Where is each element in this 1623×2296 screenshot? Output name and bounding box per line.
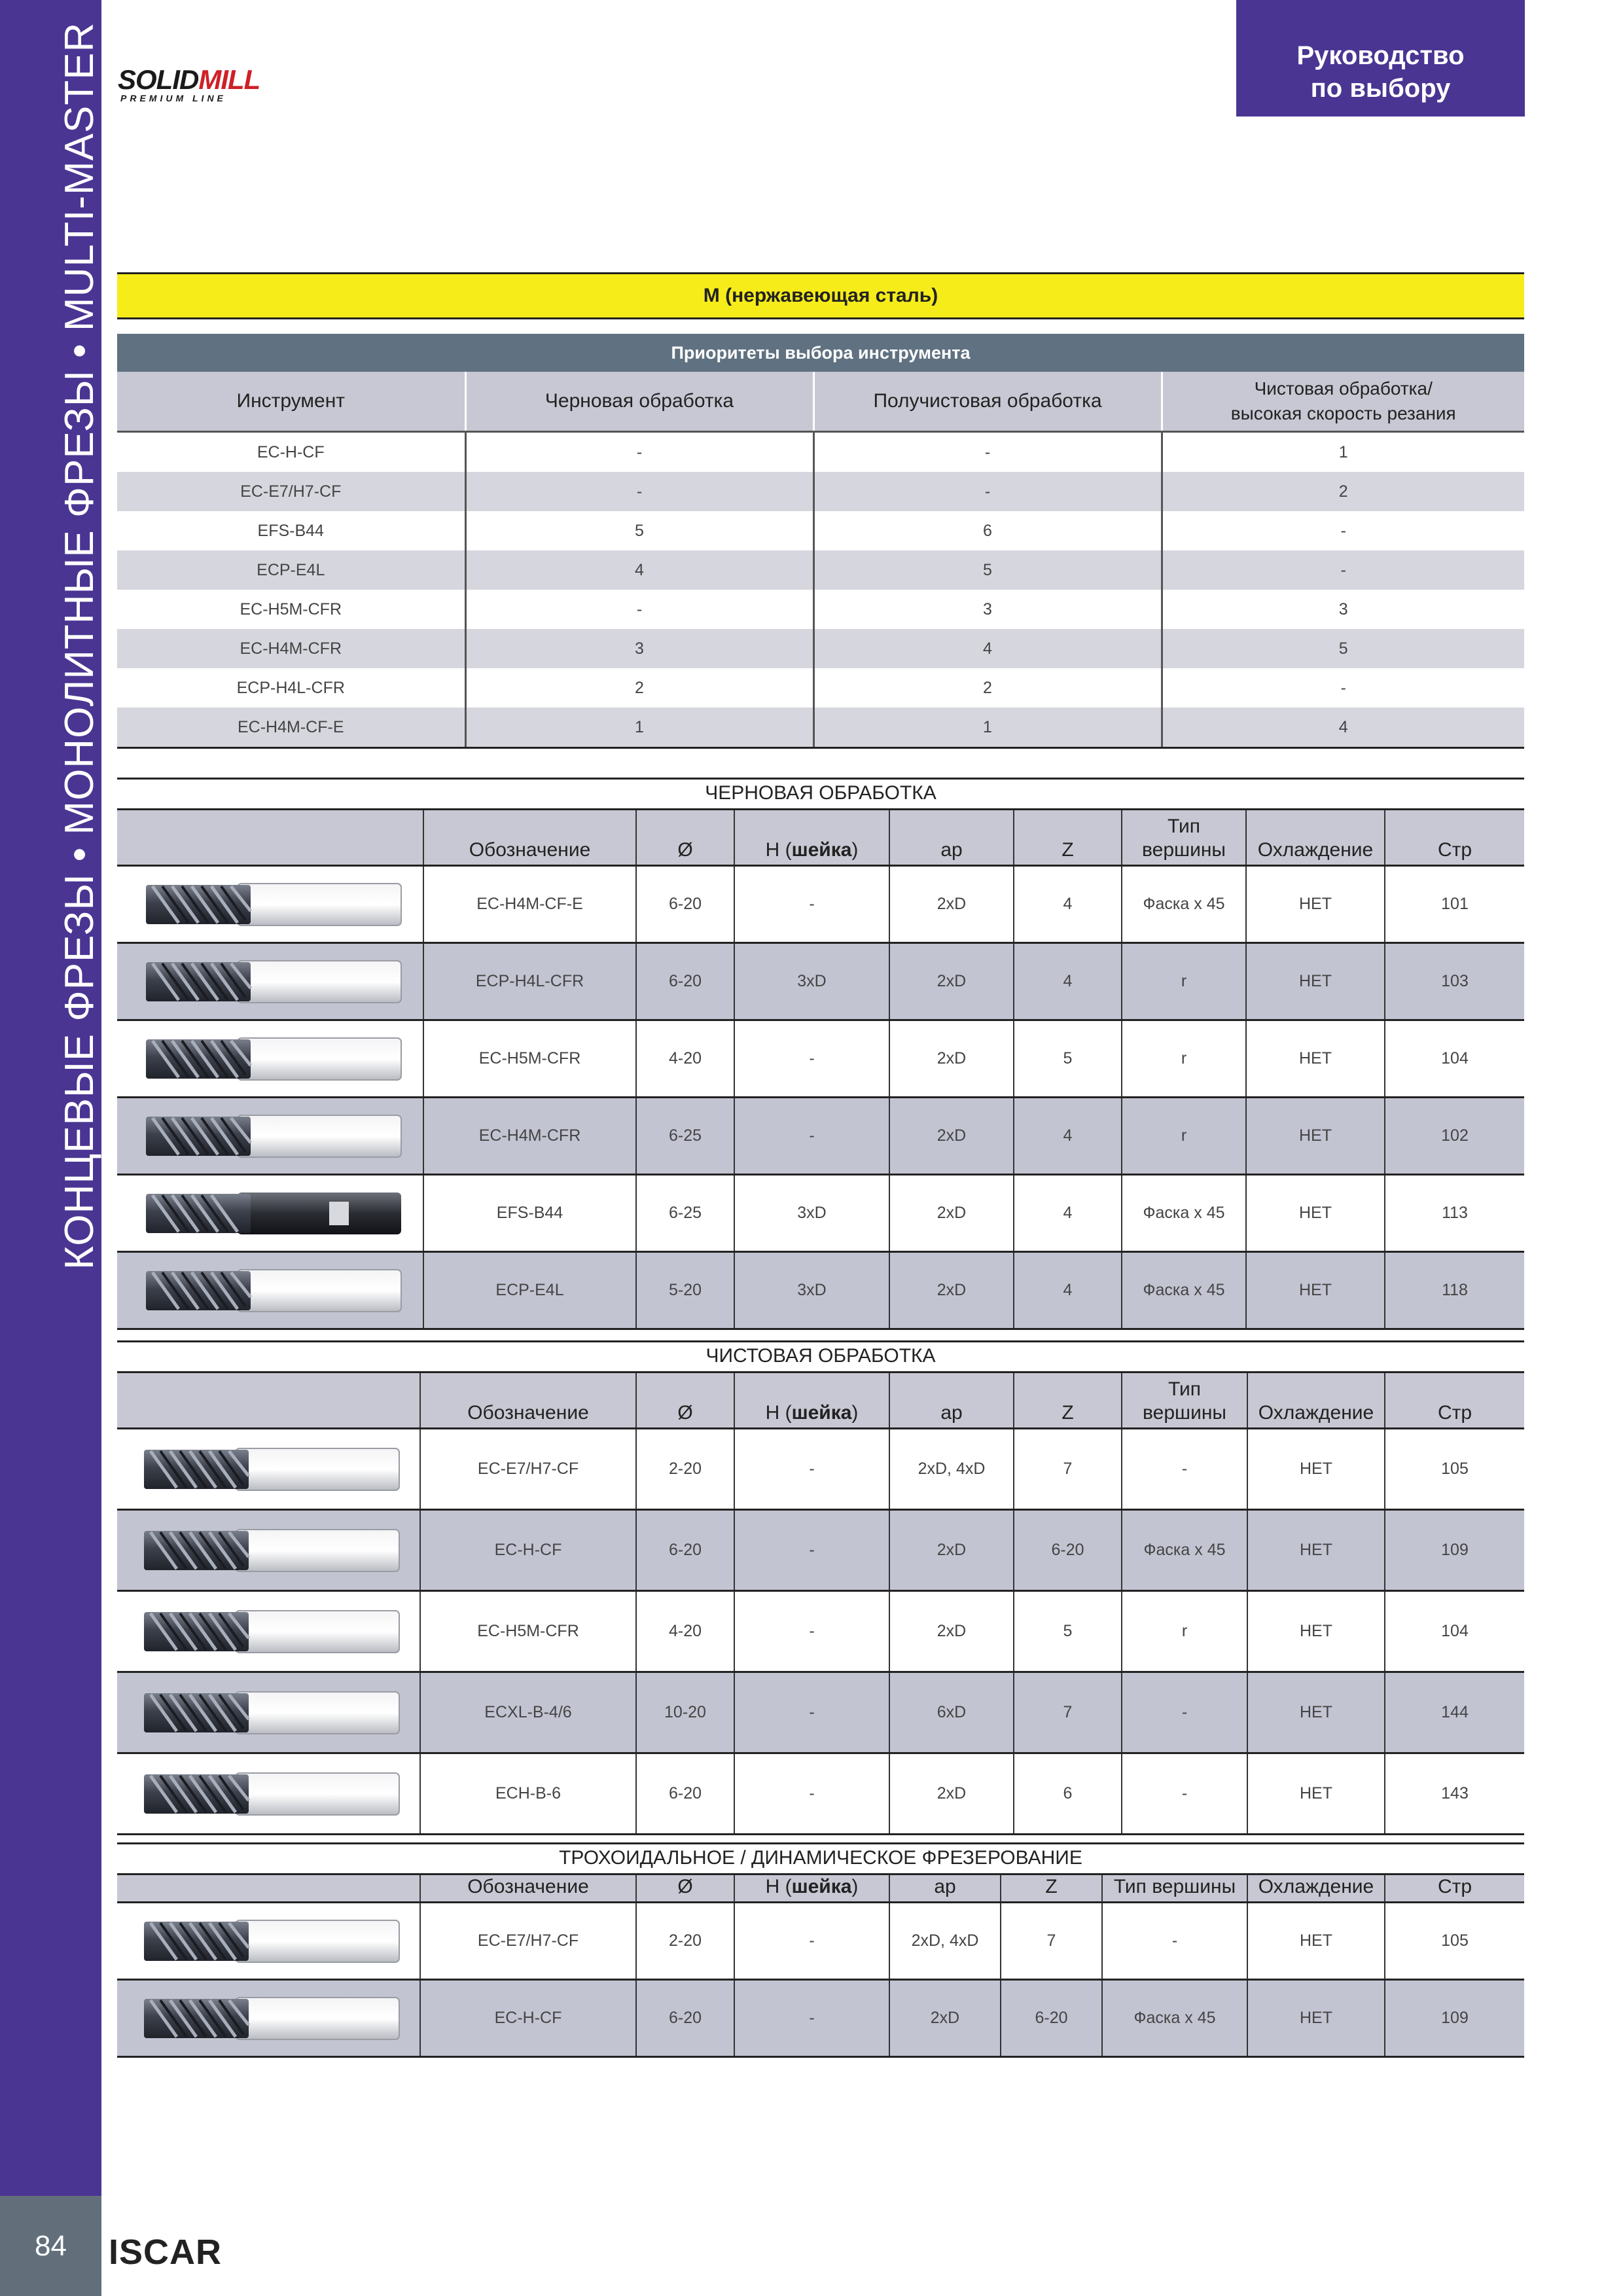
cell-tip: Фаска x 45 bbox=[1122, 1175, 1246, 1252]
cell-designation: ECH-B-6 bbox=[420, 1753, 636, 1835]
h-suffix: ) bbox=[851, 1402, 859, 1424]
prio-finish: - bbox=[1162, 511, 1524, 550]
logo-mill: MILL bbox=[198, 64, 260, 95]
prio-finish: 3 bbox=[1162, 590, 1524, 629]
cell-tip: - bbox=[1122, 1429, 1247, 1510]
h-bold: шейка bbox=[791, 1876, 852, 1897]
cell-tip: r bbox=[1122, 1098, 1246, 1175]
cell-tip: Фаска x 45 bbox=[1122, 1252, 1246, 1329]
prio-tool: EC-H5M-CFR bbox=[117, 590, 465, 629]
cell-designation: EC-H-CF bbox=[420, 1980, 636, 2057]
end-mill-icon bbox=[131, 1687, 406, 1739]
cell-page: 118 bbox=[1385, 1252, 1524, 1329]
cell-z: 7 bbox=[1001, 1903, 1102, 1980]
rough-col-page: Стр bbox=[1385, 810, 1524, 866]
cell-ap: 2xD bbox=[889, 1753, 1014, 1835]
prio-col-finish-l2: высокая скорость резания bbox=[1230, 403, 1456, 423]
cell-ap: 2xD bbox=[889, 1175, 1014, 1252]
table-row bbox=[117, 432, 1524, 473]
cell-z: 5 bbox=[1014, 1020, 1122, 1098]
cell-dia: 6-20 bbox=[636, 1510, 734, 1591]
fin-col-image bbox=[117, 1372, 420, 1429]
prio-semi: 4 bbox=[813, 629, 1162, 668]
tro-col-page: Стр bbox=[1385, 1874, 1524, 1903]
cell-z: 4 bbox=[1014, 866, 1122, 943]
cell-z: 4 bbox=[1014, 1098, 1122, 1175]
table-row bbox=[117, 1098, 1524, 1175]
prio-semi: - bbox=[813, 432, 1162, 473]
rough-col-z: Z bbox=[1014, 810, 1122, 866]
tip-l2: вершины bbox=[1142, 839, 1226, 861]
h-bold: шейка bbox=[791, 1402, 852, 1424]
prio-rough: - bbox=[465, 590, 813, 629]
table-row bbox=[117, 1510, 1524, 1591]
cell-dia: 2-20 bbox=[636, 1429, 734, 1510]
fin-col-page: Стр bbox=[1385, 1372, 1524, 1429]
prio-finish: - bbox=[1162, 550, 1524, 590]
fin-col-ap: ap bbox=[889, 1372, 1014, 1429]
cell-cool: НЕТ bbox=[1247, 1903, 1385, 1980]
table-row bbox=[117, 1175, 1524, 1252]
fin-col-dia: Ø bbox=[636, 1372, 734, 1429]
cell-dia: 5-20 bbox=[636, 1252, 734, 1329]
cell-z: 6 bbox=[1014, 1753, 1122, 1835]
fin-col-cool: Охлаждение bbox=[1247, 1372, 1385, 1429]
cell-tip: - bbox=[1122, 1672, 1247, 1753]
cell-ap: 2xD, 4xD bbox=[889, 1429, 1014, 1510]
cell-h: - bbox=[734, 1591, 889, 1672]
solidmill-logo bbox=[118, 65, 288, 111]
rough-col-dia: Ø bbox=[636, 810, 734, 866]
prio-semi: - bbox=[813, 472, 1162, 511]
h-bold: шейка bbox=[791, 839, 852, 861]
cell-page: 105 bbox=[1385, 1903, 1524, 1980]
trochoidal-title: ТРОХОИДАЛЬНОЕ / ДИНАМИЧЕСКОЕ ФРЕЗЕРОВАНИЕ bbox=[117, 1842, 1524, 1869]
cell-page: 143 bbox=[1385, 1753, 1524, 1835]
cell-ap: 2xD bbox=[889, 1098, 1014, 1175]
cell-cool: НЕТ bbox=[1246, 1020, 1385, 1098]
end-mill-icon bbox=[131, 1992, 406, 2045]
cell-h: - bbox=[734, 1429, 889, 1510]
cell-cool: НЕТ bbox=[1247, 1510, 1385, 1591]
logo-sub: PREMIUM LINE bbox=[120, 93, 226, 103]
cell-cool: НЕТ bbox=[1246, 1252, 1385, 1329]
cell-dia: 6-20 bbox=[636, 866, 734, 943]
table-row bbox=[117, 550, 1524, 590]
cell-designation: ECP-H4L-CFR bbox=[423, 943, 636, 1020]
cell-cool: НЕТ bbox=[1247, 1429, 1385, 1510]
tro-col-designation: Обозначение bbox=[420, 1874, 636, 1903]
cell-tip: Фаска x 45 bbox=[1102, 1980, 1247, 2057]
prio-col-finish bbox=[1162, 372, 1524, 432]
cell-page: 113 bbox=[1385, 1175, 1524, 1252]
prio-col-semi: Получистовая обработка bbox=[813, 372, 1162, 432]
logo-solid: SOLID bbox=[118, 64, 199, 95]
prio-rough: 2 bbox=[465, 668, 813, 708]
tip-l1: Тип bbox=[1168, 1378, 1201, 1400]
cell-z: 4 bbox=[1014, 1175, 1122, 1252]
end-mill-icon bbox=[133, 878, 408, 931]
cell-cool: НЕТ bbox=[1246, 866, 1385, 943]
cell-dia: 4-20 bbox=[636, 1020, 734, 1098]
end-mill-icon bbox=[133, 1187, 408, 1240]
selection-guide-label bbox=[1236, 0, 1525, 117]
end-mill-icon bbox=[131, 1605, 406, 1658]
cell-page: 104 bbox=[1385, 1020, 1524, 1098]
roughing-table bbox=[117, 808, 1524, 1330]
end-mill-icon bbox=[133, 1265, 408, 1317]
cell-cool: НЕТ bbox=[1247, 1672, 1385, 1753]
prio-tool: EC-H-CF bbox=[117, 432, 465, 473]
cell-h: - bbox=[734, 1672, 889, 1753]
roughing-title: ЧЕРНОВАЯ ОБРАБОТКА bbox=[117, 778, 1524, 804]
cell-h: - bbox=[734, 1980, 889, 2057]
table-row bbox=[117, 1753, 1524, 1835]
cell-designation: EC-H5M-CFR bbox=[420, 1591, 636, 1672]
prio-tool: ECP-H4L-CFR bbox=[117, 668, 465, 708]
cell-z: 7 bbox=[1014, 1672, 1122, 1753]
cell-dia: 6-25 bbox=[636, 1175, 734, 1252]
priority-band: Приоритеты выбора инструмента bbox=[117, 334, 1524, 372]
h-prefix: H ( bbox=[765, 839, 792, 861]
cell-page: 101 bbox=[1385, 866, 1524, 943]
tool-image bbox=[117, 866, 423, 943]
fin-col-designation: Обозначение bbox=[420, 1372, 636, 1429]
prio-finish: 1 bbox=[1162, 432, 1524, 473]
tro-col-h bbox=[734, 1874, 889, 1903]
prio-col-rough: Черновая обработка bbox=[465, 372, 813, 432]
cell-ap: 2xD bbox=[889, 1591, 1014, 1672]
cell-page: 109 bbox=[1385, 1980, 1524, 2057]
cell-ap: 2xD bbox=[889, 1020, 1014, 1098]
end-mill-icon bbox=[131, 1915, 406, 1967]
tro-col-dia: Ø bbox=[636, 1874, 734, 1903]
cell-page: 104 bbox=[1385, 1591, 1524, 1672]
prio-tool: ECP-E4L bbox=[117, 550, 465, 590]
end-mill-icon bbox=[131, 1443, 406, 1496]
tool-image bbox=[117, 1175, 423, 1252]
tool-image bbox=[117, 1903, 420, 1980]
table-row bbox=[117, 668, 1524, 708]
prio-rough: 1 bbox=[465, 708, 813, 748]
rough-col-h bbox=[734, 810, 889, 866]
cell-tip: - bbox=[1122, 1753, 1247, 1835]
rough-col-image bbox=[117, 810, 423, 866]
prio-finish: 2 bbox=[1162, 472, 1524, 511]
table-row bbox=[117, 472, 1524, 511]
table-row bbox=[117, 866, 1524, 943]
cell-z: 6-20 bbox=[1014, 1510, 1122, 1591]
tool-image bbox=[117, 1672, 420, 1753]
cell-h: - bbox=[734, 1903, 889, 1980]
rough-col-tip bbox=[1122, 810, 1246, 866]
cell-page: 144 bbox=[1385, 1672, 1524, 1753]
tro-col-z: Z bbox=[1001, 1874, 1102, 1903]
cell-page: 105 bbox=[1385, 1429, 1524, 1510]
tool-image bbox=[117, 943, 423, 1020]
guide-line-1: Руководство bbox=[1296, 41, 1465, 70]
cell-dia: 6-25 bbox=[636, 1098, 734, 1175]
cell-z: 5 bbox=[1014, 1591, 1122, 1672]
table-row bbox=[117, 1591, 1524, 1672]
cell-dia: 6-20 bbox=[636, 1753, 734, 1835]
end-mill-icon bbox=[131, 1524, 406, 1577]
table-row bbox=[117, 511, 1524, 550]
prio-tool: EC-H4M-CFR bbox=[117, 629, 465, 668]
prio-rough: 3 bbox=[465, 629, 813, 668]
cell-designation: EC-H5M-CFR bbox=[423, 1020, 636, 1098]
cell-page: 103 bbox=[1385, 943, 1524, 1020]
cell-h: - bbox=[734, 1510, 889, 1591]
table-row bbox=[117, 943, 1524, 1020]
table-row bbox=[117, 1429, 1524, 1510]
cell-tip: r bbox=[1122, 1591, 1247, 1672]
finishing-title: ЧИСТОВАЯ ОБРАБОТКА bbox=[117, 1340, 1524, 1367]
cell-h: - bbox=[734, 1098, 889, 1175]
cell-dia: 4-20 bbox=[636, 1591, 734, 1672]
cell-dia: 6-20 bbox=[636, 943, 734, 1020]
rough-col-ap: ap bbox=[889, 810, 1014, 866]
prio-semi: 2 bbox=[813, 668, 1162, 708]
page-number: 84 bbox=[0, 2196, 101, 2296]
cell-ap: 2xD bbox=[889, 1510, 1014, 1591]
prio-rough: - bbox=[465, 432, 813, 473]
cell-cool: НЕТ bbox=[1246, 1175, 1385, 1252]
h-suffix: ) bbox=[851, 839, 859, 861]
table-row bbox=[117, 1252, 1524, 1329]
h-prefix: H ( bbox=[765, 1402, 792, 1424]
tro-col-ap: ap bbox=[889, 1874, 1001, 1903]
tip-l1: Тип bbox=[1167, 816, 1200, 837]
cell-ap: 2xD bbox=[889, 1252, 1014, 1329]
tool-image bbox=[117, 1591, 420, 1672]
cell-designation: ECXL-B-4/6 bbox=[420, 1672, 636, 1753]
end-mill-icon bbox=[131, 1768, 406, 1820]
tip-l2: вершины bbox=[1143, 1402, 1226, 1424]
trochoidal-table bbox=[117, 1873, 1524, 2058]
end-mill-icon bbox=[133, 1110, 408, 1162]
sidebar-band bbox=[0, 0, 101, 2196]
cell-cool: НЕТ bbox=[1247, 1591, 1385, 1672]
tool-image bbox=[117, 1020, 423, 1098]
cell-h: 3xD bbox=[734, 943, 889, 1020]
cell-designation: EC-H-CF bbox=[420, 1510, 636, 1591]
cell-cool: НЕТ bbox=[1247, 1980, 1385, 2057]
cell-z: 4 bbox=[1014, 1252, 1122, 1329]
cell-z: 7 bbox=[1014, 1429, 1122, 1510]
rough-col-cool: Охлаждение bbox=[1246, 810, 1385, 866]
fin-col-h bbox=[734, 1372, 889, 1429]
table-row bbox=[117, 1980, 1524, 2057]
h-suffix: ) bbox=[851, 1876, 859, 1897]
cell-page: 102 bbox=[1385, 1098, 1524, 1175]
end-mill-icon bbox=[133, 956, 408, 1008]
tool-image bbox=[117, 1429, 420, 1510]
tool-image bbox=[117, 1753, 420, 1835]
h-prefix: H ( bbox=[765, 1876, 792, 1897]
prio-finish: 5 bbox=[1162, 629, 1524, 668]
tool-image bbox=[117, 1980, 420, 2057]
priority-table bbox=[117, 334, 1524, 749]
cell-ap: 2xD bbox=[889, 943, 1014, 1020]
cell-z: 4 bbox=[1014, 943, 1122, 1020]
guide-line-2: по выбору bbox=[1310, 74, 1451, 103]
table-row bbox=[117, 1672, 1524, 1753]
prio-finish: 4 bbox=[1162, 708, 1524, 748]
prio-finish: - bbox=[1162, 668, 1524, 708]
cell-h: - bbox=[734, 1020, 889, 1098]
brand-name: ISCAR bbox=[109, 2233, 223, 2272]
tro-col-image bbox=[117, 1874, 420, 1903]
cell-cool: НЕТ bbox=[1246, 1098, 1385, 1175]
tro-col-tip: Тип вершины bbox=[1102, 1874, 1247, 1903]
cell-designation: EC-E7/H7-CF bbox=[420, 1903, 636, 1980]
prio-tool: EFS-B44 bbox=[117, 511, 465, 550]
prio-semi: 6 bbox=[813, 511, 1162, 550]
cell-h: 3xD bbox=[734, 1252, 889, 1329]
material-band: M (нержавеющая сталь) bbox=[117, 272, 1524, 319]
table-row bbox=[117, 708, 1524, 748]
cell-ap: 2xD, 4xD bbox=[889, 1903, 1001, 1980]
prio-tool: EC-H4M-CF-E bbox=[117, 708, 465, 748]
cell-dia: 2-20 bbox=[636, 1903, 734, 1980]
cell-h: - bbox=[734, 1753, 889, 1835]
cell-designation: EC-E7/H7-CF bbox=[420, 1429, 636, 1510]
cell-designation: ECP-E4L bbox=[423, 1252, 636, 1329]
tool-image bbox=[117, 1098, 423, 1175]
prio-semi: 5 bbox=[813, 550, 1162, 590]
cell-h: - bbox=[734, 866, 889, 943]
end-mill-icon bbox=[133, 1033, 408, 1085]
cell-dia: 10-20 bbox=[636, 1672, 734, 1753]
prio-col-tool: Инструмент bbox=[117, 372, 465, 432]
prio-semi: 3 bbox=[813, 590, 1162, 629]
fin-col-tip bbox=[1122, 1372, 1247, 1429]
cell-dia: 6-20 bbox=[636, 1980, 734, 2057]
cell-tip: r bbox=[1122, 943, 1246, 1020]
fin-col-z: Z bbox=[1014, 1372, 1122, 1429]
cell-ap: 2xD bbox=[889, 866, 1014, 943]
cell-cool: НЕТ bbox=[1246, 943, 1385, 1020]
prio-rough: - bbox=[465, 472, 813, 511]
tool-image bbox=[117, 1252, 423, 1329]
cell-page: 109 bbox=[1385, 1510, 1524, 1591]
table-row bbox=[117, 1020, 1524, 1098]
prio-col-finish-l1: Чистовая обработка/ bbox=[1254, 378, 1433, 399]
cell-ap: 2xD bbox=[889, 1980, 1001, 2057]
cell-tip: Фаска x 45 bbox=[1122, 1510, 1247, 1591]
tool-image bbox=[117, 1510, 420, 1591]
cell-z: 6-20 bbox=[1001, 1980, 1102, 2057]
cell-cool: НЕТ bbox=[1247, 1753, 1385, 1835]
table-row bbox=[117, 1903, 1524, 1980]
finishing-table bbox=[117, 1371, 1524, 1835]
table-row bbox=[117, 629, 1524, 668]
cell-tip: - bbox=[1102, 1903, 1247, 1980]
tro-col-cool: Охлаждение bbox=[1247, 1874, 1385, 1903]
cell-ap: 6xD bbox=[889, 1672, 1014, 1753]
prio-semi: 1 bbox=[813, 708, 1162, 748]
table-row bbox=[117, 590, 1524, 629]
cell-tip: r bbox=[1122, 1020, 1246, 1098]
cell-designation: EC-H4M-CFR bbox=[423, 1098, 636, 1175]
prio-tool: EC-E7/H7-CF bbox=[117, 472, 465, 511]
prio-rough: 4 bbox=[465, 550, 813, 590]
cell-designation: EFS-B44 bbox=[423, 1175, 636, 1252]
cell-h: 3xD bbox=[734, 1175, 889, 1252]
rough-col-designation: Обозначение bbox=[423, 810, 636, 866]
cell-tip: Фаска x 45 bbox=[1122, 866, 1246, 943]
side-title: КОНЦЕВЫЕ ФРЕЗЫ • МОНОЛИТНЫЕ ФРЕЗЫ • MULTI-MASTER bbox=[57, 22, 102, 1270]
prio-rough: 5 bbox=[465, 511, 813, 550]
cell-designation: EC-H4M-CF-E bbox=[423, 866, 636, 943]
